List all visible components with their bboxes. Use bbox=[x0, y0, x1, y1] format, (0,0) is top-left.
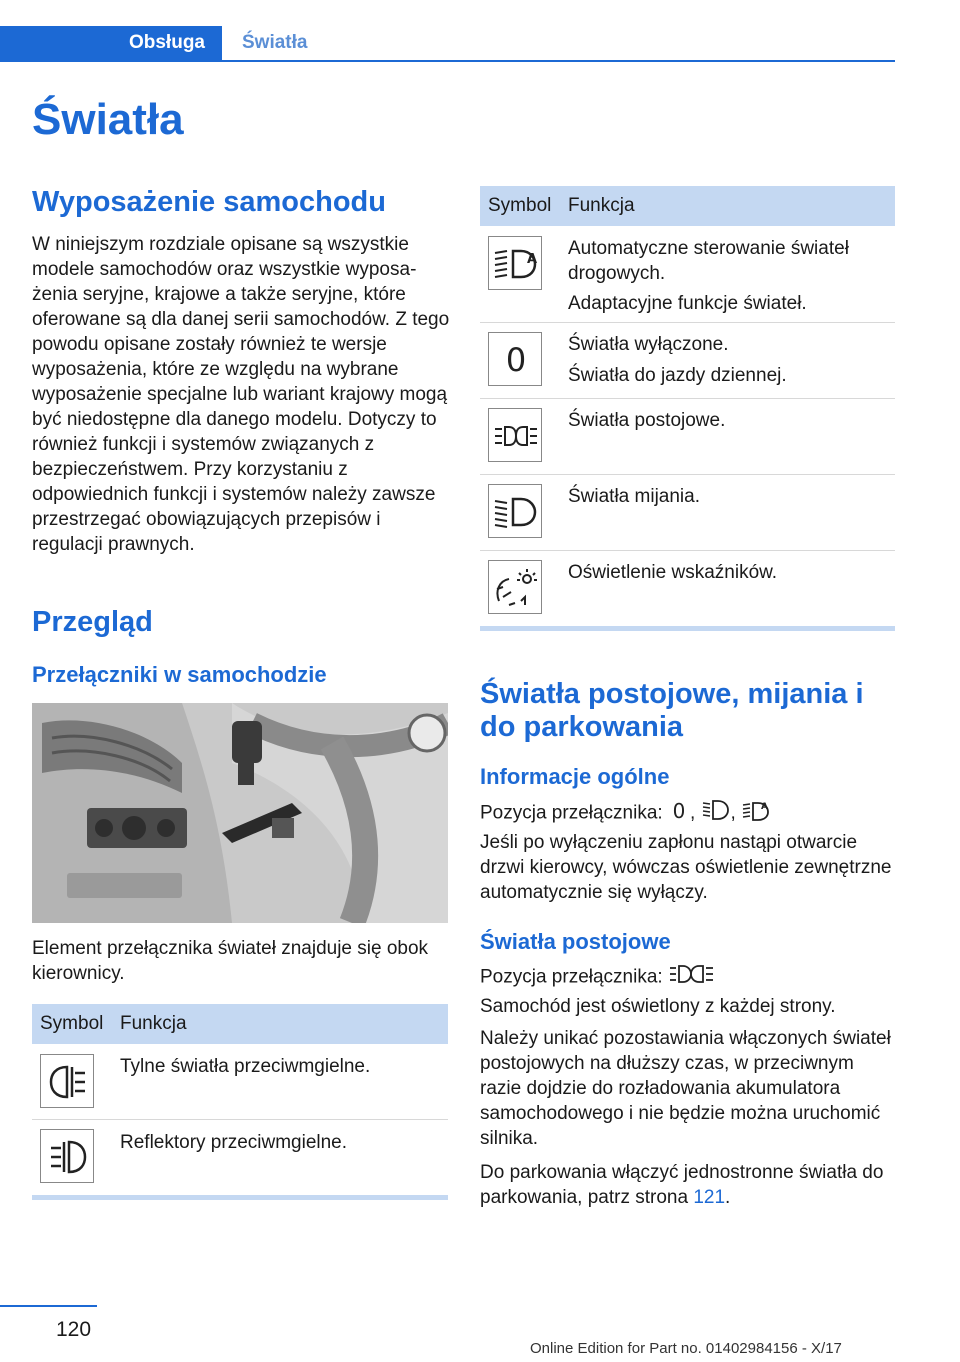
parking-p3-text: Do parkowania włączyć jednostronne światła do parkowania, patrz strona bbox=[480, 1162, 884, 1208]
parking-light-icon bbox=[668, 962, 716, 993]
page-number: 120 bbox=[56, 1318, 92, 1341]
light-switch-photo bbox=[32, 703, 448, 923]
table-header bbox=[32, 1004, 448, 1044]
footer-divider bbox=[0, 1305, 97, 1307]
header-divider bbox=[0, 60, 895, 62]
edition-note: Online Edition for Part no. 01402984156 - X/17 bbox=[530, 1340, 842, 1357]
instrument-lighting-icon bbox=[488, 560, 542, 614]
section-title-overview: Przegląd bbox=[32, 606, 153, 638]
switch-position-line-1: Pozycja przełącznika: 0 , , A bbox=[480, 798, 895, 829]
low-beam-icon bbox=[701, 798, 731, 829]
table-row-text: Światła mijania. bbox=[568, 486, 700, 507]
intro-paragraph: W niniejszym rozdziale opisane są wszystkie modele samochodów oraz wszystkie wyposażenia seryjne, krajowe a także seryjne, które oferowane są dla danej serii samochodów. Z tego powodu opisane zostały również te wersje wyposażenia, które ze względu na wybrane wyposażenie specjalne lub wariant krajowy mogą być niedostępne dla danego modelu. Dotyczy to również funkcji i systemów związanych z bezpieczeństwem. Przy korzystaniu z odpowiednich funkcji i systemów należy zawsze przestrzegać obowiązujących przepisów i regulacji prawnych. bbox=[32, 234, 450, 555]
row-divider bbox=[480, 322, 895, 323]
table-row-text: Automatyczne sterowanie świateł drogowych. bbox=[568, 238, 849, 284]
svg-text:A: A bbox=[527, 252, 538, 267]
parking-p3-suffix: . bbox=[725, 1187, 731, 1208]
page-title: Światła bbox=[32, 95, 184, 144]
switch-position-label: Pozycja przełącznika: bbox=[480, 802, 663, 824]
row-divider bbox=[32, 1119, 448, 1120]
rear-fog-light-icon bbox=[40, 1054, 94, 1108]
table-bottom-bar bbox=[32, 1195, 448, 1200]
table-row-text-2: Światła do jazdy dziennej. bbox=[568, 365, 787, 386]
tab-obsluga[interactable]: Obsługa bbox=[0, 26, 222, 60]
parking-light-icon bbox=[488, 408, 542, 462]
front-fog-light-icon bbox=[40, 1129, 94, 1183]
svg-text:0: 0 bbox=[672, 799, 686, 822]
auto-headlight-icon bbox=[741, 798, 771, 829]
col-function: Funkcja bbox=[568, 195, 635, 216]
parking-paragraph-3 bbox=[480, 1160, 895, 1210]
row-divider bbox=[480, 474, 895, 475]
table-row-text-2: Adaptacyjne funkcje świateł. bbox=[568, 293, 807, 314]
switch-position-line-2 bbox=[480, 962, 895, 993]
table-row-text: Światła wyłączone. bbox=[568, 334, 729, 355]
table-bottom-bar bbox=[480, 626, 895, 631]
table-header bbox=[480, 186, 895, 226]
parking-paragraph-1: Samochód jest oświetlony z każdej strony. bbox=[480, 996, 836, 1017]
general-paragraph: Jeśli po wyłączeniu zapłonu nastąpi otwarcie drzwi kierowcy, wówczas oświetlenie zewnętrzne automatycznie się wyłączy. bbox=[480, 832, 892, 903]
page-link-121[interactable]: 121 bbox=[693, 1187, 726, 1208]
table-row-text: Światła postojowe. bbox=[568, 410, 726, 431]
col-symbol: Symbol bbox=[488, 195, 552, 216]
lights-off-icon bbox=[668, 798, 690, 829]
switch-position-label: Pozycja przełącznika: bbox=[480, 966, 663, 988]
subsection-title-switches: Przełączniki w samochodzie bbox=[32, 662, 327, 687]
parking-paragraph-2: Należy unikać pozostawiania włączonych świateł postojowych na dłuższy czas, w przeciwnym razie dojdzie do rozładowania akumulatora samochodowego i nie będzie można uruchomić silnika. bbox=[480, 1028, 891, 1149]
table-row-text: Reflektory przeciwmgielne. bbox=[120, 1132, 348, 1153]
row-divider bbox=[480, 398, 895, 399]
subsection-title-parking: Światła postojowe bbox=[480, 929, 671, 954]
tab-swiatla[interactable]: Światła bbox=[242, 32, 308, 53]
section-title-parking-lights: Światła postojowe, mijania i do parkowania bbox=[480, 678, 864, 743]
table-row-text: Oświetlenie wskaźników. bbox=[568, 562, 778, 583]
lights-off-icon bbox=[488, 332, 542, 386]
col-function: Funkcja bbox=[120, 1013, 187, 1034]
auto-headlight-icon bbox=[488, 236, 542, 290]
svg-text:0: 0 bbox=[505, 341, 527, 379]
right-symbol-table bbox=[480, 186, 895, 636]
section-title-equipment: Wyposażenie samochodu bbox=[32, 186, 386, 218]
svg-text:A: A bbox=[761, 802, 769, 812]
table-row-text: Tylne światła przeciwmgielne. bbox=[120, 1056, 371, 1077]
row-divider bbox=[480, 550, 895, 551]
col-symbol: Symbol bbox=[40, 1013, 104, 1034]
low-beam-icon bbox=[488, 484, 542, 538]
left-symbol-table bbox=[32, 1004, 448, 1204]
subsection-title-general: Informacje ogólne bbox=[480, 764, 670, 789]
photo-caption: Element przełącznika świateł znajduje się obok kierownicy. bbox=[32, 938, 429, 984]
